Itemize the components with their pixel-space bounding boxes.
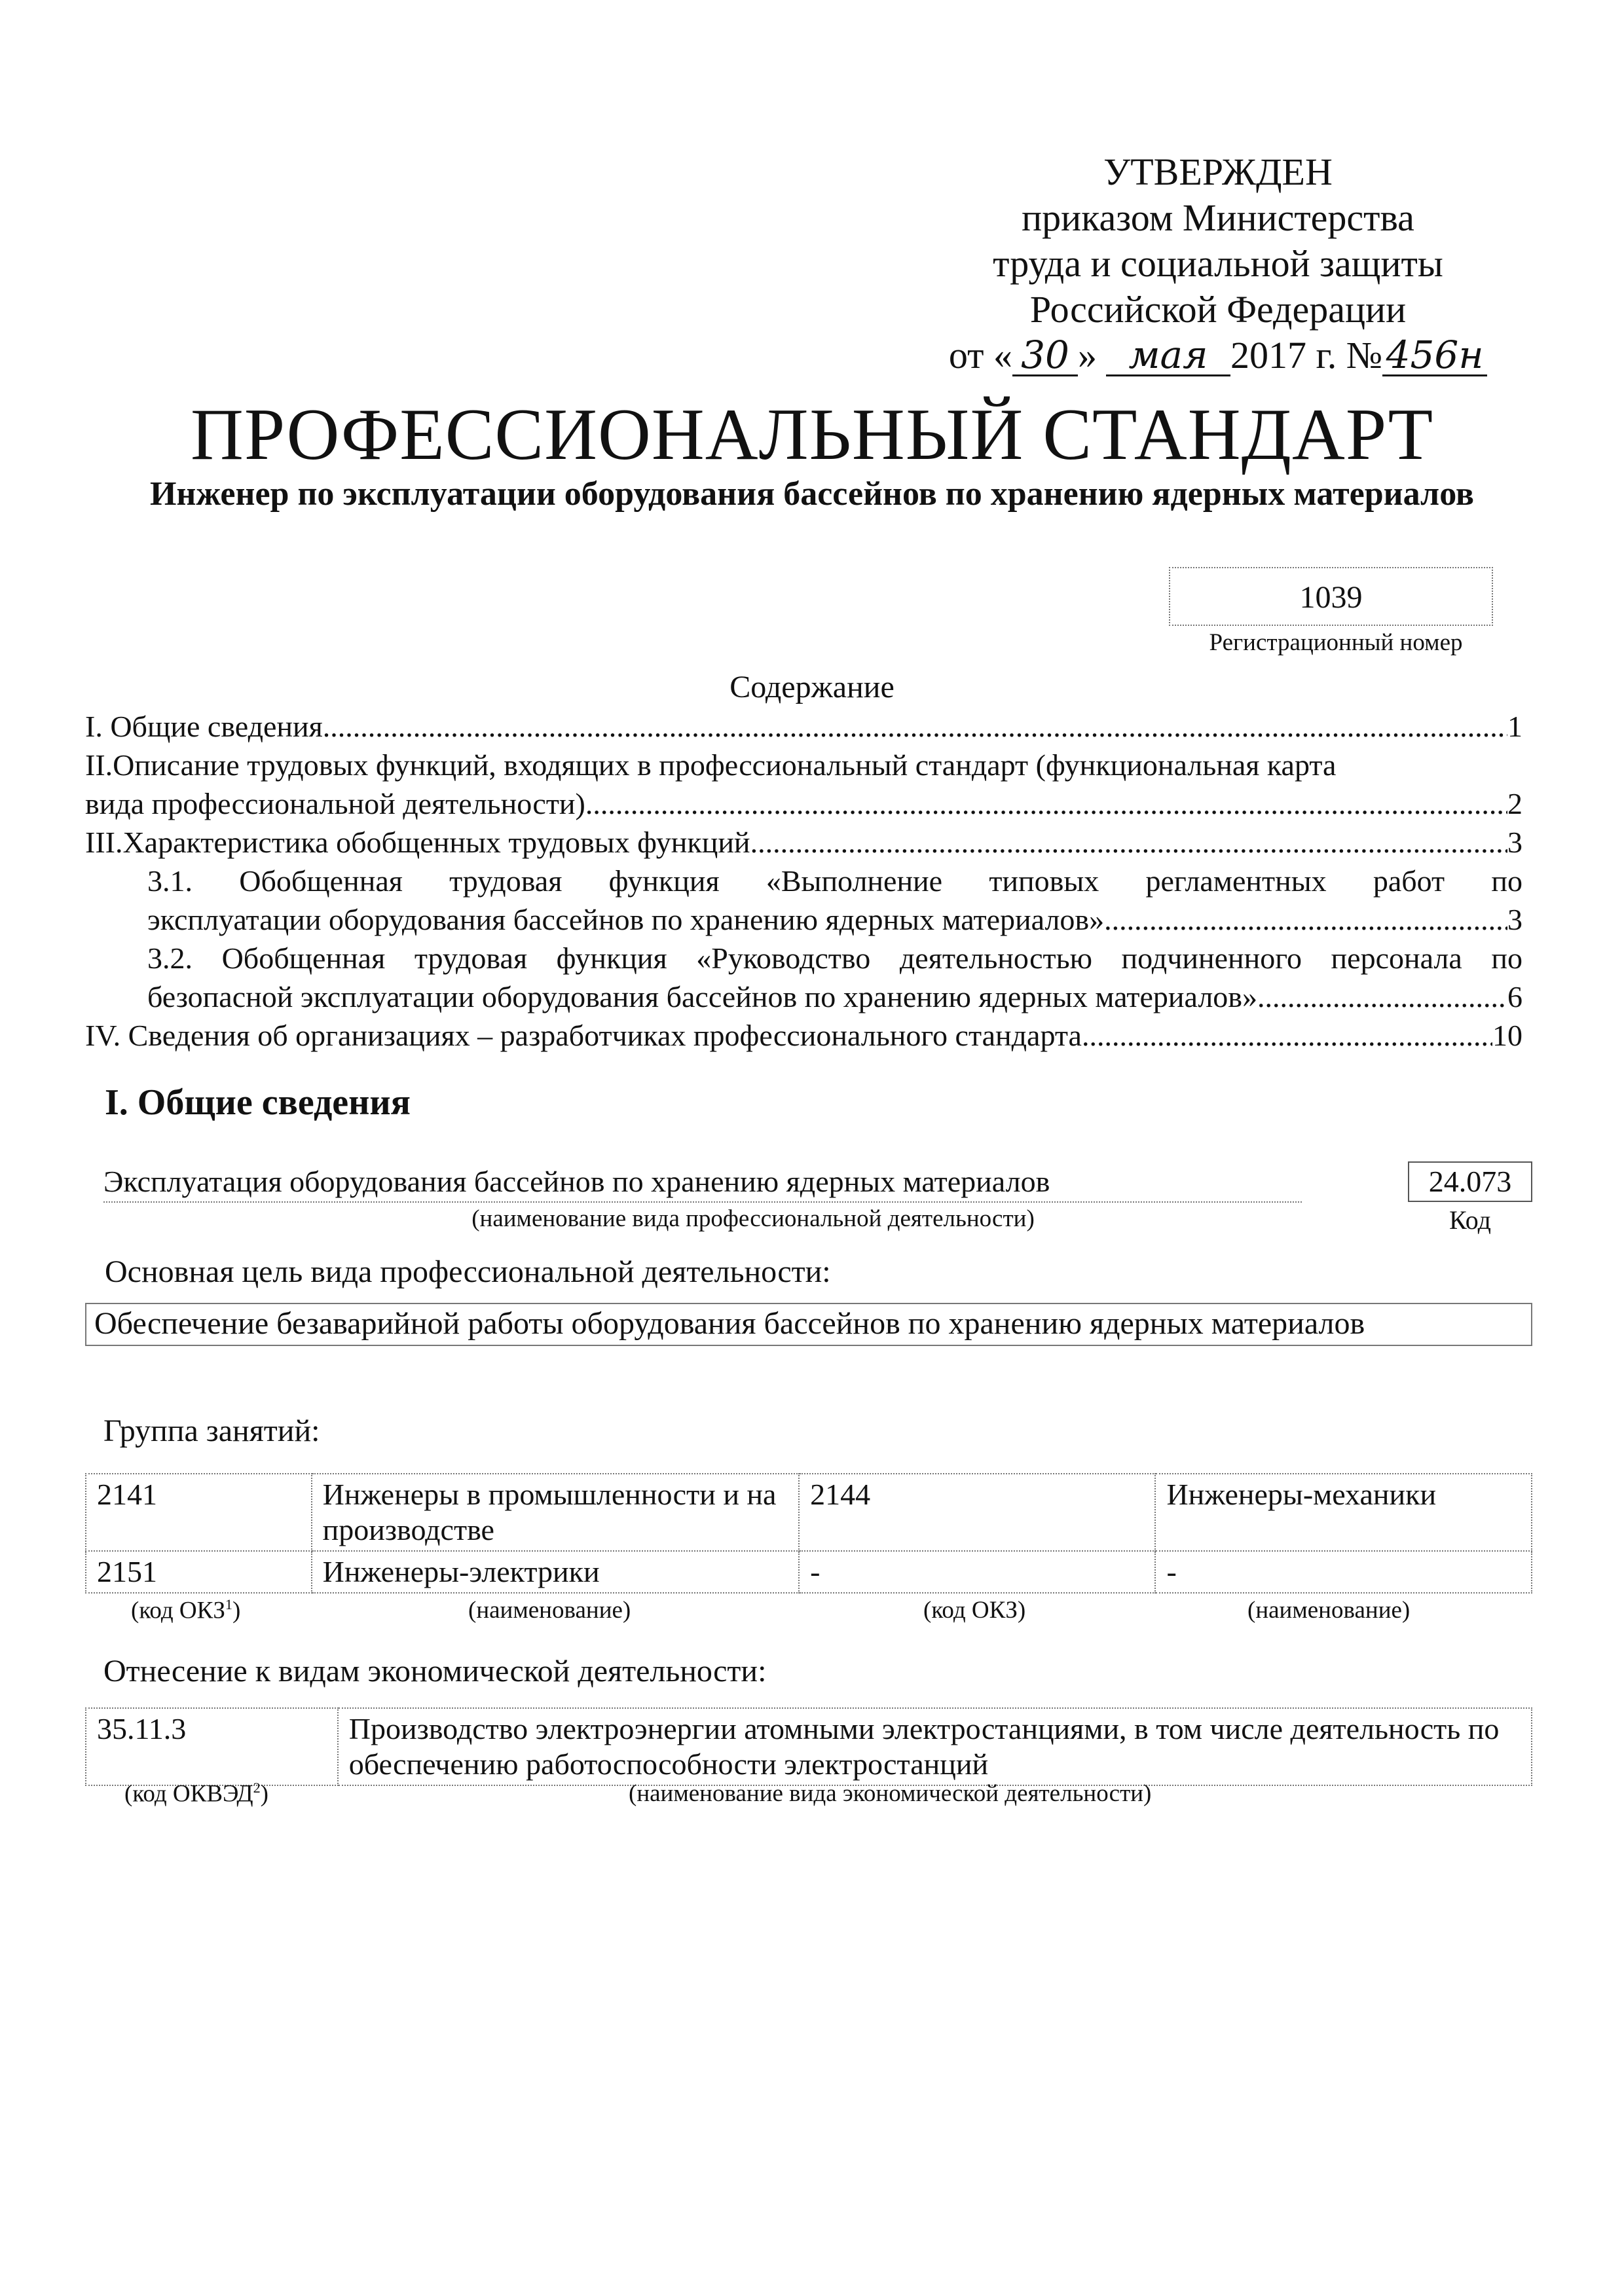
date-year: 2017 г. № <box>1230 334 1383 376</box>
toc-item-text: 3.1. Обобщенная трудовая функция «Выполнение типовых регламентных работ по <box>147 864 1522 898</box>
toc-item-1[interactable] <box>85 707 1522 746</box>
approval-block <box>936 149 1500 378</box>
approval-date-line <box>936 333 1500 378</box>
toc-item-text: I. Общие сведения <box>85 710 323 743</box>
table-row <box>86 1474 1532 1551</box>
toc-title: Содержание <box>729 670 895 704</box>
date-prefix: от « <box>948 334 1012 376</box>
occupation-name: Инженеры-электрики <box>312 1551 799 1593</box>
okz-code-caption-2: (код ОКЗ) <box>923 1597 1026 1624</box>
table-of-contents <box>85 707 1522 1055</box>
date-day: 30 <box>1012 335 1078 376</box>
table-row <box>86 1708 1532 1785</box>
toc-item-4[interactable] <box>147 862 1522 939</box>
occupation-name: - <box>1155 1551 1532 1593</box>
toc-item-3[interactable] <box>85 823 1522 862</box>
toc-item-text: 3.2. Обобщенная трудовая функция «Руководство деятельностью подчиненного персонала по <box>147 941 1522 975</box>
occupation-name-caption-2: (наименование) <box>1247 1597 1411 1624</box>
toc-item-2[interactable] <box>85 746 1522 823</box>
approval-line-1: УТВЕРЖДЕН <box>1103 151 1333 193</box>
approval-line-3: труда и социальной защиты <box>993 242 1443 285</box>
table-row <box>86 1551 1532 1593</box>
economic-activity-caption: (наименование вида экономической деятельности) <box>629 1780 1152 1807</box>
toc-item-page: 3 <box>1507 826 1522 859</box>
toc-item-text-cont: безопасной эксплуатации оборудования бассейнов по хранению ядерных материалов» <box>147 980 1257 1013</box>
occupation-name-caption: (наименование) <box>468 1597 631 1624</box>
okved-code: 35.11.3 <box>86 1708 338 1785</box>
toc-item-text: II.Описание трудовых функций, входящих в профессиональный стандарт (функциональная карта <box>85 748 1337 782</box>
approval-line-4: Российской Федерации <box>1029 288 1407 331</box>
toc-item-6[interactable] <box>85 1016 1522 1055</box>
document-subtitle: Инженер по эксплуатации оборудования бассейнов по хранению ядерных материалов <box>149 475 1475 513</box>
date-mid: » <box>1078 334 1097 376</box>
toc-item-page: 1 <box>1507 710 1522 743</box>
toc-item-page: 6 <box>1507 980 1522 1013</box>
registration-number-label: Регистрационный номер <box>1209 629 1463 656</box>
okz-code: - <box>799 1551 1155 1593</box>
footnote-marker[interactable]: 2 <box>253 1779 261 1796</box>
economic-activity-label: Отнесение к видам экономической деятельности: <box>103 1654 767 1688</box>
occupation-name: Инженеры-механики <box>1155 1474 1532 1551</box>
footnote-marker[interactable]: 1 <box>225 1596 232 1613</box>
registration-number-box: 1039 <box>1169 567 1493 626</box>
occupation-group-label: Группа занятий: <box>103 1413 320 1448</box>
approval-line-2: приказом Министерства <box>1022 196 1414 239</box>
code-label: Код <box>1449 1205 1491 1235</box>
occupation-table <box>85 1473 1532 1594</box>
toc-item-page: 10 <box>1492 1019 1522 1052</box>
occupation-name: Инженеры в промышленности и на производстве <box>312 1474 799 1551</box>
toc-item-text: III.Характеристика обобщенных трудовых функций <box>85 826 750 859</box>
toc-item-page: 2 <box>1507 787 1522 820</box>
okz-code: 2151 <box>86 1551 312 1593</box>
okz-code: 2141 <box>86 1474 312 1551</box>
toc-item-text: IV. Сведения об организациях – разработчиках профессионального стандарта <box>85 1019 1082 1052</box>
order-number: 456н <box>1382 335 1487 376</box>
goal-box: Обеспечение безаварийной работы оборудования бассейнов по хранению ядерных материалов <box>85 1303 1532 1346</box>
okz-code: 2144 <box>799 1474 1155 1551</box>
okved-code-caption: (код ОКВЭД$^2$) <box>124 1779 268 1808</box>
economic-activity-name: Производство электроэнергии атомными электростанциями, в том числе деятельность по обеспечению работоспособности электростанций <box>338 1708 1532 1785</box>
economic-activity-table <box>85 1707 1532 1786</box>
goal-label: Основная цель вида профессиональной деятельности: <box>105 1254 831 1289</box>
okz-code-caption: (код ОКЗ$^1$) <box>131 1596 241 1624</box>
document-title: ПРОФЕССИОНАЛЬНЫЙ СТАНДАРТ <box>191 394 1433 475</box>
toc-item-text-cont: эксплуатации оборудования бассейнов по хранению ядерных материалов» <box>147 903 1105 936</box>
toc-item-page: 3 <box>1507 903 1522 936</box>
activity-caption: (наименование вида профессиональной деятельности) <box>471 1205 1035 1232</box>
activity-name: Эксплуатация оборудования бассейнов по хранению ядерных материалов <box>103 1164 1302 1203</box>
date-month: мая <box>1106 335 1230 376</box>
activity-code: 24.073 <box>1408 1161 1532 1202</box>
section-heading: I. Общие сведения <box>105 1082 411 1123</box>
toc-item-text-cont: вида профессиональной деятельности) <box>85 787 585 820</box>
toc-item-5[interactable] <box>147 939 1522 1016</box>
